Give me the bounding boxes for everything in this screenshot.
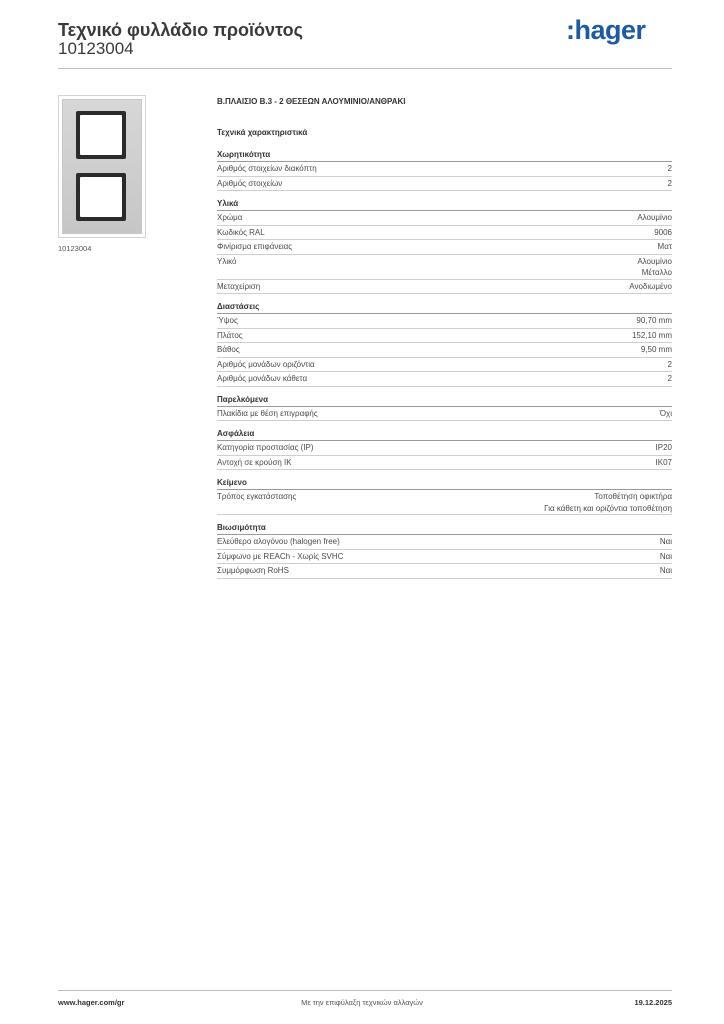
spec-row <box>217 226 672 241</box>
section-title: Βιωσιμότητα <box>217 523 672 535</box>
spec-label: Κατηγορία προστασίας (IP) <box>217 443 314 452</box>
spec-value <box>637 255 672 279</box>
section-title: Διαστάσεις <box>217 302 672 314</box>
spec-row <box>217 441 672 456</box>
spec-heading: Τεχνικά χαρακτηριστικά <box>217 128 308 137</box>
spec-value-line: 90,70 mm <box>636 316 672 325</box>
spec-value-line: Τοποθέτηση οφικτήρα <box>594 492 672 501</box>
spec-value <box>658 240 672 253</box>
spec-label: Αριθμός μονάδων κάθετα <box>217 374 308 383</box>
hager-logo: :hager <box>566 15 646 45</box>
spec-row <box>217 358 672 373</box>
section-title: Χωρητικότητα <box>217 150 672 162</box>
spec-value-line: 2 <box>667 374 672 383</box>
spec-section <box>217 150 672 191</box>
spec-row <box>217 407 672 422</box>
spec-row <box>217 564 672 579</box>
spec-label: Αριθμός μονάδων οριζόντια <box>217 359 315 369</box>
spec-value <box>660 550 672 563</box>
page-title: Τεχνικό φυλλάδιο προϊόντος <box>58 20 303 40</box>
spec-value-line: 152,10 mm <box>631 330 672 340</box>
frame-opening-top <box>76 111 126 159</box>
spec-row <box>217 314 672 329</box>
spec-value-line: IP20 <box>655 443 672 452</box>
section-title: Υλικά <box>217 199 672 211</box>
spec-label: Ελεύθερο αλογόνου (halogen free) <box>217 537 340 546</box>
spec-label: Βάθος <box>217 345 240 354</box>
product-code: 10123004 <box>58 39 134 58</box>
spec-value-line: Ναι <box>659 537 672 546</box>
spec-section <box>217 478 672 515</box>
spec-value-line: Μέταλλο <box>641 268 672 277</box>
spec-row <box>217 329 672 344</box>
spec-label: Κωδικός RAL <box>217 227 265 237</box>
spec-value-line: Όχι <box>659 408 672 418</box>
spec-row <box>217 456 672 471</box>
spec-value-line: Ναι <box>659 566 672 575</box>
image-caption: 10123004 <box>58 244 92 253</box>
spec-section <box>217 523 672 579</box>
spec-label: Πλακίδια με θέση επιγραφής <box>217 408 318 418</box>
spec-value <box>660 564 672 577</box>
spec-value-line: Ναι <box>659 551 672 561</box>
spec-value-line: Αλουμίνιο <box>637 213 672 222</box>
spec-row <box>217 177 672 192</box>
spec-label: Αριθμός στοιχείων <box>217 178 283 188</box>
spec-row <box>217 255 672 280</box>
spec-value <box>660 535 672 548</box>
spec-row <box>217 535 672 550</box>
spec-value-line: IK07 <box>655 457 672 467</box>
spec-panel <box>217 97 672 579</box>
footer-notice: Με την επιφύλαξη τεχνικών αλλαγών <box>301 998 423 1007</box>
spec-section <box>217 302 672 387</box>
spec-value <box>668 372 672 385</box>
footer-date: 19.12.2025 <box>634 998 672 1007</box>
spec-value <box>656 441 672 454</box>
spec-value <box>629 280 672 293</box>
spec-label: Φινίρισμα επιφάνειας <box>217 242 293 251</box>
spec-label: Αριθμός στοιχείων διακόπτη <box>217 164 317 173</box>
spec-label: Σύμφωνο με REACh - Χωρίς SVHC <box>217 551 344 561</box>
header-divider <box>58 68 672 69</box>
footer-website[interactable]: www.hager.com/gr <box>58 998 125 1007</box>
spec-sections <box>217 150 672 579</box>
spec-value-line: 9006 <box>654 227 672 237</box>
spec-value <box>668 177 672 190</box>
spec-row <box>217 550 672 565</box>
spec-label: Χρώμα <box>217 213 243 222</box>
spec-row <box>217 372 672 387</box>
product-name: Β.ΠΛΑΙΣΙΟ Β.3 - 2 ΘΕΣΕΩΝ ΑΛΟΥΜΙΝΙΟ/ΑΝΘΡΑΚΙ <box>217 97 406 106</box>
spec-label: Αντοχή σε κρούση IK <box>217 457 292 467</box>
spec-value <box>668 358 672 371</box>
spec-value-line: 2 <box>667 359 672 369</box>
spec-section <box>217 429 672 470</box>
spec-value-line: Για κάθετη και οριζόντια τοποθέτηση <box>544 503 672 513</box>
frame-opening-bottom <box>76 173 126 221</box>
spec-value <box>654 226 672 239</box>
spec-value <box>656 456 672 469</box>
spec-label: Υλικό <box>217 256 237 266</box>
section-title: Παρελκόμενα <box>217 395 672 407</box>
product-image <box>58 95 146 238</box>
spec-value <box>668 162 672 175</box>
spec-value <box>544 490 672 514</box>
footer-divider <box>58 990 672 991</box>
spec-row <box>217 343 672 358</box>
spec-row <box>217 211 672 226</box>
spec-value <box>660 407 672 420</box>
spec-value <box>641 343 672 356</box>
spec-value-line: Αλουμίνιο <box>637 256 672 266</box>
section-title: Κείμενο <box>217 478 672 490</box>
spec-value <box>636 314 672 327</box>
spec-value-line: 2 <box>667 178 672 188</box>
frame-plate <box>62 99 142 234</box>
spec-row <box>217 280 672 295</box>
spec-label: Τρόπος εγκατάστασης <box>217 492 297 501</box>
spec-row <box>217 240 672 255</box>
spec-row <box>217 490 672 515</box>
spec-value <box>637 211 672 224</box>
spec-value <box>632 329 672 342</box>
section-title: Ασφάλεια <box>217 429 672 441</box>
spec-value-line: 9,50 mm <box>640 345 672 354</box>
spec-value-line: 2 <box>667 164 672 173</box>
spec-label: Μεταχείριση <box>217 281 261 291</box>
spec-value-line: Ματ <box>657 242 672 251</box>
spec-value-line: Ανοδιωμένο <box>629 281 672 291</box>
spec-row <box>217 162 672 177</box>
spec-label: Πλάτος <box>217 330 243 340</box>
spec-section <box>217 395 672 422</box>
spec-section <box>217 199 672 294</box>
spec-label: Συμμόρφωση RoHS <box>217 566 289 575</box>
spec-label: Ύψος <box>217 316 238 325</box>
